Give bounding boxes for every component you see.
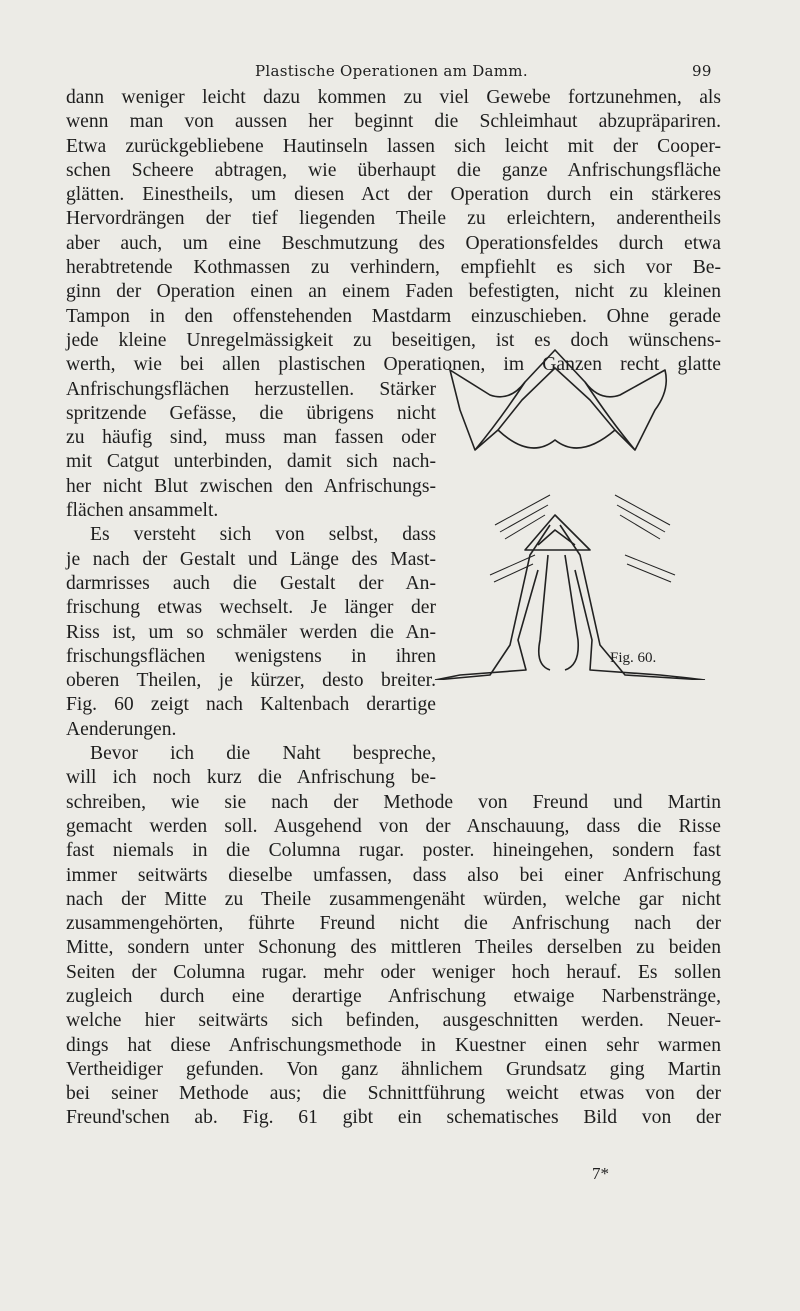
hatch-line — [620, 515, 660, 539]
text-line: Riss ist, um so schmäler werden die An- — [66, 621, 436, 643]
hatch-line — [625, 555, 675, 575]
text-line: schreiben, wie sie nach der Methode von Freund und Martin — [66, 791, 721, 813]
page-number: 99 — [692, 62, 712, 80]
text-line: Tampon in den offenstehenden Mastdarm einzuschieben. Ohne gerade — [66, 305, 721, 327]
text-line: will ich noch kurz die Anfrischung be- — [66, 767, 436, 789]
text-line: Freund'schen ab. Fig. 61 gibt ein schematisches Bild von der — [66, 1107, 721, 1129]
text-line: gemacht werden soll. Ausgehend von der Anschauung, dass die Risse — [66, 815, 721, 837]
text-line: Seiten der Columna rugar. mehr oder weniger hoch herauf. Es sollen — [66, 961, 721, 983]
text-line: zugleich durch eine derartige Anfrischung etwaige Narbenstränge, — [66, 985, 721, 1007]
text-line: fast niemals in die Columna rugar. poster. hineingehen, sondern fast — [66, 840, 721, 862]
crown-bottom — [498, 430, 615, 448]
hatch-line — [627, 564, 671, 582]
text-line: flächen ansammelt. — [66, 500, 219, 522]
text-line: mit Catgut unterbinden, damit sich nach- — [66, 451, 436, 473]
bell-center-left — [539, 555, 550, 670]
figure-caption: Fig. 60. — [610, 650, 657, 666]
text-line: zu häufig sind, muss man fassen oder — [66, 427, 436, 449]
figure-60-illustration — [430, 340, 730, 680]
text-line: jede kleine Unregelmässigkeit zu beseitigen, ist es doch wünschens- — [66, 329, 721, 351]
crown-inner-v — [475, 382, 525, 450]
text-line: je nach der Gestalt und Länge des Mast- — [66, 548, 436, 570]
hatch-line — [494, 564, 533, 582]
middle-peak-inner — [538, 530, 575, 545]
text-line: zusammengehörten, führte Freund nicht die Anfrischung nach der — [66, 913, 721, 935]
text-line: immer seitwärts dieselbe umfassen, dass also bei einer Anfrischung — [66, 864, 721, 886]
hatch-line — [505, 515, 545, 539]
text-line: Es versteht sich von selbst, dass — [90, 524, 436, 546]
text-line: ginn der Operation einen an einem Faden befestigten, nicht zu kleinen — [66, 281, 721, 303]
text-line: glätten. Einestheils, um diesen Act der Operation durch ein stärkeres — [66, 184, 721, 206]
crown-outline — [450, 350, 666, 450]
running-head-title: Plastische Operationen am Damm. — [255, 62, 528, 80]
text-line: wenn man von aussen her beginnt die Schleimhaut abzupräpariren. — [66, 111, 721, 133]
bell-outline-left — [435, 525, 550, 680]
text-line: darmrisses auch die Gestalt der An- — [66, 572, 436, 594]
text-line: Etwa zurückgebliebene Hautinseln lassen sich leicht mit der Cooper- — [66, 135, 721, 157]
text-line: Anfrischungsflächen herzustellen. Stärker — [66, 378, 436, 400]
text-line: Hervordrängen der tief liegenden Theile zu erleichtern, anderentheils — [66, 208, 721, 230]
text-line: oberen Theilen, je kürzer, desto breiter. — [66, 670, 436, 692]
text-line: dings hat diese Anfrischungsmethode in Kuestner einen sehr warmen — [66, 1034, 721, 1056]
text-line: herabtretende Kothmassen zu verhindern, empfiehlt es sich vor Be- — [66, 257, 721, 279]
text-line: her nicht Blut zwischen den Anfrischungs- — [66, 475, 436, 497]
text-line: schen Scheere abtragen, wie überhaupt die ganze Anfrischungsfläche — [66, 159, 721, 181]
text-line: nach der Mitte zu Theile zusammengenäht würden, welche gar nicht — [66, 888, 721, 910]
text-line: bei seiner Methode aus; die Schnittführung weicht etwas von der — [66, 1083, 721, 1105]
text-line: werth, wie bei allen plastischen Operationen, im Ganzen recht glatte — [66, 354, 721, 376]
signature-mark: 7* — [592, 1164, 609, 1183]
text-line: dann weniger leicht dazu kommen zu viel Gewebe fortzunehmen, als — [66, 87, 721, 108]
hatch-line — [615, 495, 670, 525]
text-line: spritzende Gefässe, die übrigens nicht — [66, 402, 436, 424]
text-line: Fig. 60 zeigt nach Kaltenbach derartige — [66, 694, 436, 716]
text-line: Vertheidiger gefunden. Von ganz ähnlichem Grundsatz ging Martin — [66, 1058, 721, 1080]
text-line: aber auch, um eine Beschmutzung des Operationsfeldes durch etwa — [66, 232, 721, 254]
crown-inner-v — [585, 382, 635, 450]
hatch-line — [495, 495, 550, 525]
text-line: Aenderungen. — [66, 718, 177, 740]
text-line: Bevor ich die Naht bespreche, — [90, 743, 436, 765]
text-line: Mitte, sondern unter Schonung des mittleren Theiles derselben zu beiden — [66, 937, 721, 959]
text-line: frischung etwas wechselt. Je länger der — [66, 597, 436, 619]
text-line: frischungsflächen wenigstens in ihren — [66, 645, 436, 667]
text-line: welche hier seitwärts sich befinden, ausgeschnitten werden. Neuer- — [66, 1010, 721, 1032]
